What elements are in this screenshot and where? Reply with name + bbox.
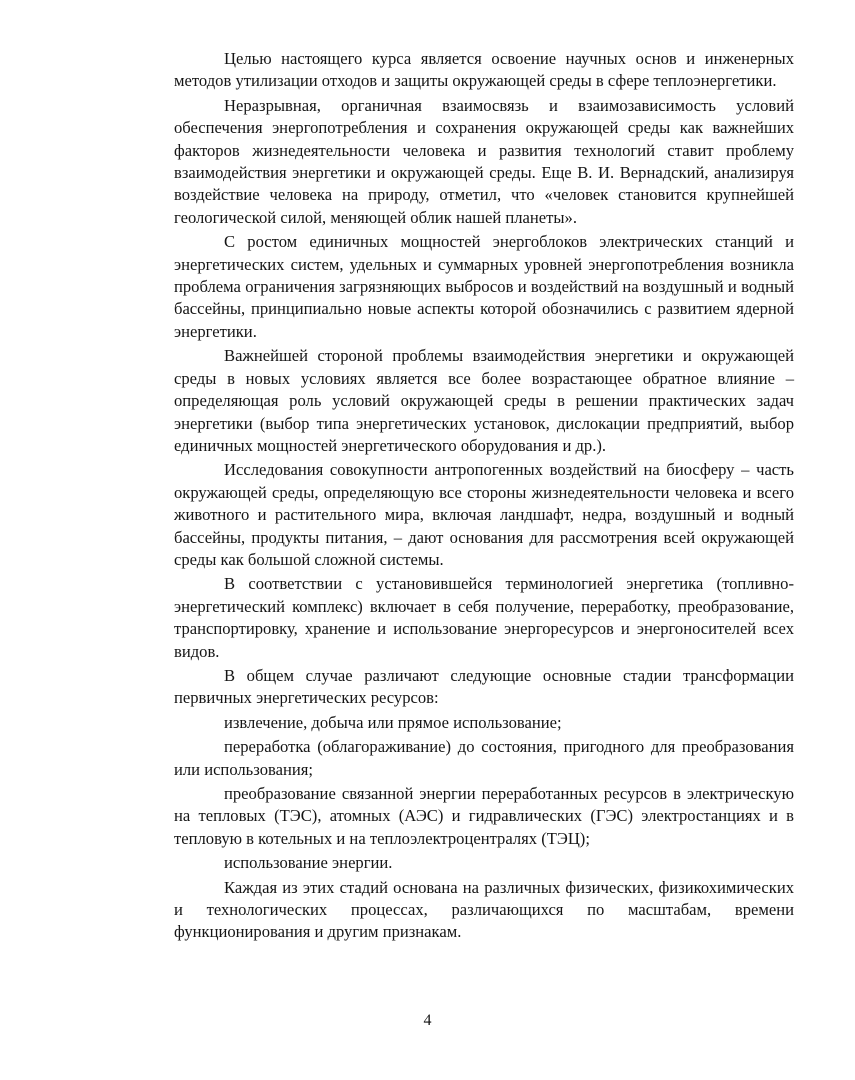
paragraph-terminology: В соответствии с установившейся терминологией энергетика (топливно-энергетический комплекс) включает в себя получение, переработку, преобразование, транспортировку, хранение и использование энергоресурсов и энергоносителей всех видов. xyxy=(174,574,794,661)
list-item-processing: переработка (облагораживание) до состояния, пригодного для преобразования или использования; xyxy=(174,737,794,779)
paragraph-stages-intro: В общем случае различают следующие основные стадии трансформации первичных энергетических ресурсов: xyxy=(174,665,794,708)
paragraph-unit-capacity: С ростом единичных мощностей энергоблоков электрических станций и энергетических систем, удельных и суммарных уровней энергопотребления возникла проблема ограничения загрязняющих выбросов и воздействий на воздушный и водный бассейны, принципиально новые аспекты которой обозначились с развитием ядерной энергетики. xyxy=(174,232,794,341)
paragraph-interrelation: Неразрывная, органичная взаимосвязь и взаимозависимость условий обеспечения энергопотребления и сохранения окружающей среды как важнейших факторов жизнедеятельности человека и развития технологий ставит проблему взаимодействия энергетики и окружающей среды. Еще В. И. Вернадский, анализируя воздействие человека на природу, отметил, что «человек становится крупнейшей геологической силой, меняющей облик нашей планеты». xyxy=(174,95,794,227)
list-item-conversion: преобразование связанной энергии переработанных ресурсов в электрическую на тепловых (ТЭС), атомных (АЭС) и гидравлических (ГЭС) электростанциях и в тепловую в котельных и на теплоэлектроцентралях (ТЭЦ); xyxy=(174,784,794,848)
paragraph-key-aspect: Важнейшей стороной проблемы взаимодействия энергетики и окружающей среды в новых условиях является все более возрастающее обратное влияние – определяющая роль условий окружающей среды в решении практических задач энергетики (выбор типа энергетических установок, дислокации предприятий, выбор единичных мощностей энергетического оборудования и др.). xyxy=(174,346,794,455)
page-number: 4 xyxy=(423,1012,432,1029)
body-text xyxy=(174,48,794,946)
paragraph-anthropogenic-research: Исследования совокупности антропогенных воздействий на биосферу – часть окружающей среды, определяющую все стороны жизнедеятельности человека и всего животного и растительного мира, включая ландшафт, недра, воздушный и водный бассейны, продукты питания, – дают основания для рассмотрения всей окружающей среды как большой сложной системы. xyxy=(174,460,794,569)
paragraph-course-goal: Целью настоящего курса является освоение научных основ и инженерных методов утилизации отходов и защиты окружающей среды в сфере теплоэнергетики. xyxy=(174,49,794,91)
list-item-extraction: извлечение, добыча или прямое использование; xyxy=(224,712,562,732)
list-item-usage: использование энергии. xyxy=(224,853,393,873)
paragraph-stage-processes: Каждая из этих стадий основана на различных физических, физикохимических и технологических процессах, различающихся по масштабам, времени функционирования и другим признакам. xyxy=(174,877,794,942)
